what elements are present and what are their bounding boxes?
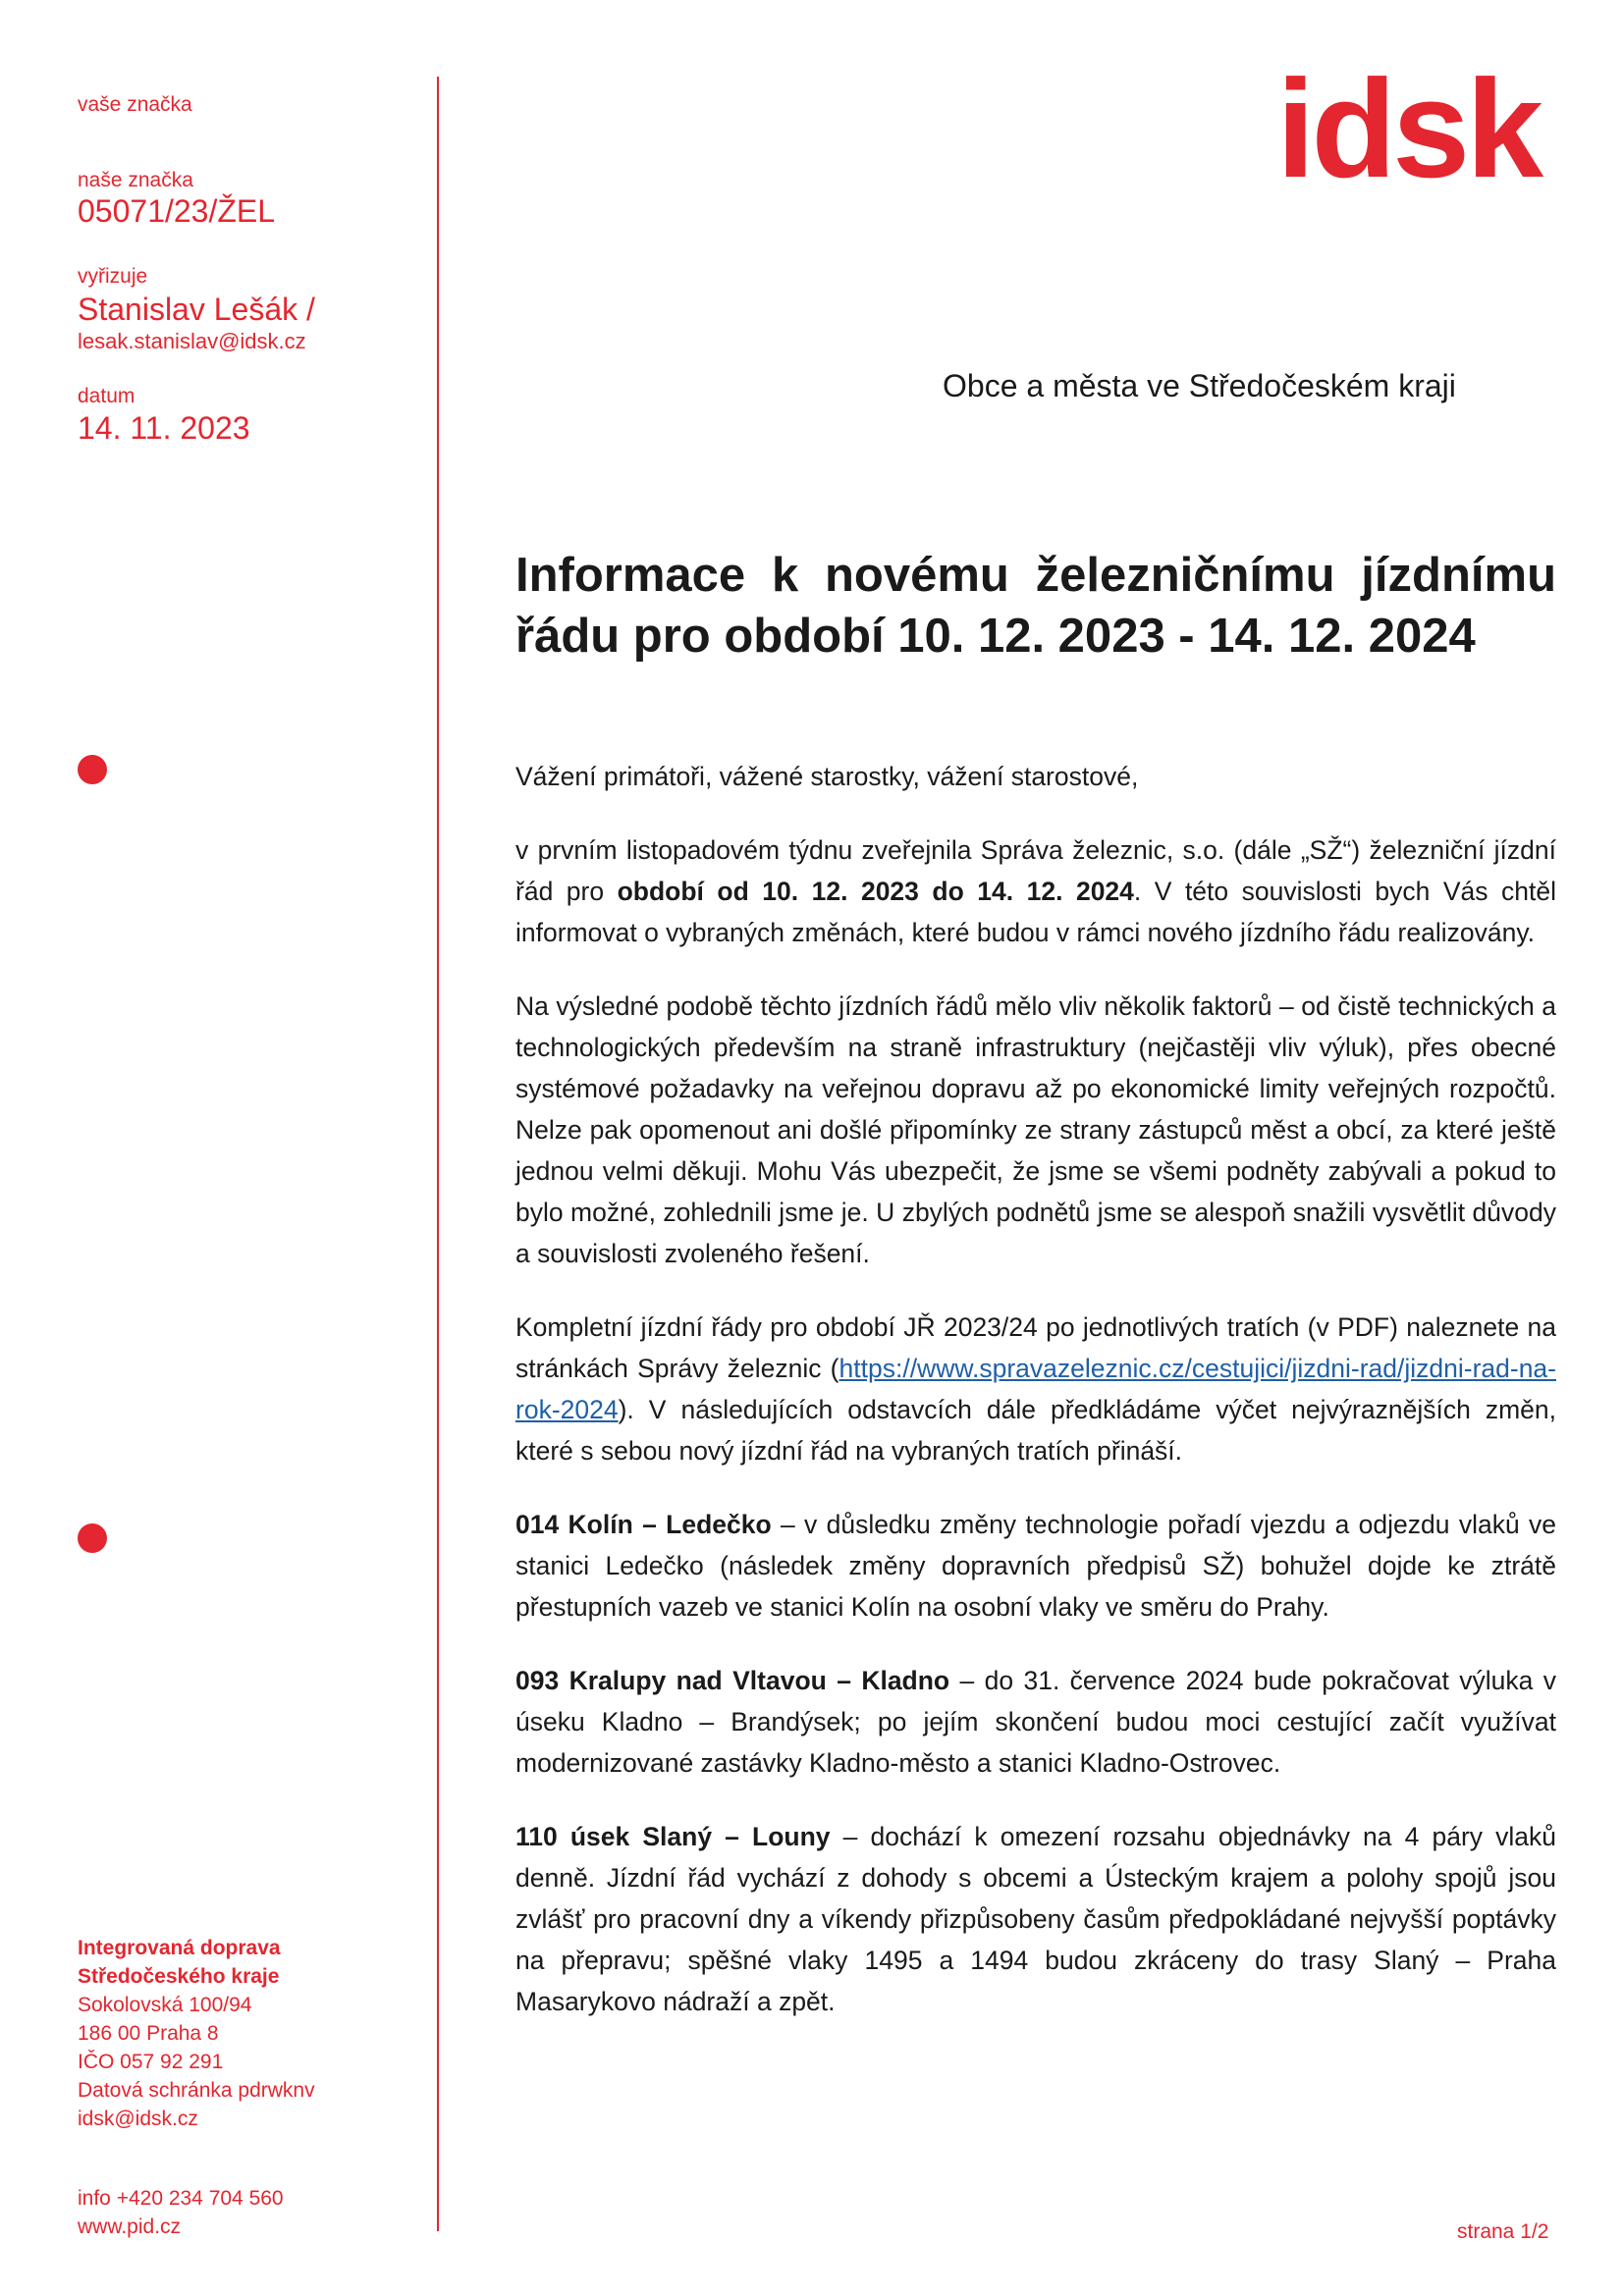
paragraph-intro-period: období od 10. 12. 2023 do 14. 12. 2024 bbox=[617, 877, 1134, 906]
line-093-text: – do 31. července 2024 bude pokračovat výluka v úseku Kladno – Brandýsek; po jejím skončení budou moci cestující začít využívat modernizované zastávky Kladno-město a stanici Kladno-Ostrovec. bbox=[515, 1666, 1556, 1778]
sz-timetable-link[interactable]: https://www.spravazeleznic.cz/cestujici/jizdni-rad/jizdni-rad-na-rok-2024 bbox=[515, 1354, 1556, 1424]
org-email[interactable]: idsk@idsk.cz bbox=[78, 2108, 198, 2130]
line-014-heading: 014 Kolín – Ledečko bbox=[515, 1510, 772, 1539]
idsk-logo bbox=[1276, 61, 1571, 188]
paragraph-line-110 bbox=[515, 1816, 1556, 2022]
paragraph-factors: Na výsledné podobě těchto jízdních řádů mělo vliv několik faktorů – od čistě technických a technologických především na straně infrastruktury (nejčastěji vliv výluk), přes obecné systémové požadavky na veřejnou dopravu až po ekonomické limity veřejných rozpočtů. Nelze pak opomenout ani došlé připomínky ze strany zástupců měst a obcí, za které ještě jednou velmi děkuji. Mohu Vás ubezpečit, že jsme se všemi podněty zabývali a pokud to bylo možné, zohlednili jsme je. U zbylých podnětů jsme se alespoň snažili vysvětlit důvody a souvislosti zvoleného řešení. bbox=[515, 991, 1556, 1268]
org-address-city: 186 00 Praha 8 bbox=[78, 2022, 219, 2045]
paragraph-intro-text-c: . V této souvislosti bych Vás chtěl informovat o vybraných změnách, které budou v rámci nového jízdního řádu realizovány. bbox=[515, 877, 1556, 947]
paragraph-timetables bbox=[515, 1307, 1556, 1471]
date-value: 14. 11. 2023 bbox=[78, 410, 250, 446]
line-110-heading: 110 úsek Slaný – Louny bbox=[515, 1822, 831, 1851]
org-ico: IČO 057 92 291 bbox=[78, 2051, 224, 2073]
org-name-line2: Středočeského kraje bbox=[78, 1965, 280, 1988]
paragraph-line-093 bbox=[515, 1660, 1556, 1784]
org-name-line1: Integrovaná doprava bbox=[78, 1937, 281, 1959]
handled-by-name: Stanislav Lešák / bbox=[78, 292, 315, 327]
line-110-text: – dochází k omezení rozsahu objednávky na 4 páry vlaků denně. Jízdní řád vychází z dohody s obcemi a Ústeckým krajem a polohy spojů jsou zvlášť pro pracovní dny a víkendy přizpůsobeny časům předpokládané nejvyšší poptávky na přepravu; spěšné vlaky 1495 a 1494 budou zkráceny do trasy Slaný – Praha Masarykovo nádraží a zpět. bbox=[515, 1822, 1556, 2016]
paragraph-timetables-text-b: ). V následujících odstavcích dále předkládáme výčet nejvýraznějších změn, které s sebou nový jízdní řád na vybraných tratích přináší. bbox=[515, 1395, 1556, 1466]
svg-text:idsk: idsk bbox=[1276, 61, 1541, 188]
handled-by-email[interactable]: lesak.stanislav@idsk.cz bbox=[78, 329, 306, 353]
handled-by-label: vyřizuje bbox=[78, 265, 148, 288]
letter-body bbox=[515, 756, 1556, 2055]
paragraph-timetables-text-a: Kompletní jízdní řády pro období JŘ 2023/24 po jednotlivých tratích (v PDF) naleznete na stránkách Správy železnic ( bbox=[515, 1312, 1556, 1383]
line-093-heading: 093 Kralupy nad Vltavou – Kladno bbox=[515, 1666, 950, 1695]
contact-phone: info +420 234 704 560 bbox=[78, 2187, 284, 2210]
vertical-divider bbox=[437, 77, 439, 2231]
paragraph-intro-text-a: v prvním listopadovém týdnu zveřejnila Správa železnic, s.o. (dále „SŽ“) železniční jízdní řád pro bbox=[515, 835, 1556, 906]
salutation: Vážení primátoři, vážené starostky, vážení starostové, bbox=[515, 762, 1139, 791]
red-dot-marker-top bbox=[78, 755, 107, 784]
date-label: datum bbox=[78, 385, 135, 407]
red-dot-marker-middle bbox=[78, 1523, 107, 1553]
organization-info bbox=[78, 1934, 315, 2133]
our-reference-value: 05071/23/ŽEL bbox=[78, 193, 276, 229]
letter-title: Informace k novému železničnímu jízdnímu řádu pro období 10. 12. 2023 - 14. 12. 2024 bbox=[515, 549, 1556, 663]
paragraph-line-014 bbox=[515, 1504, 1556, 1628]
contact-info bbox=[78, 2184, 284, 2241]
your-reference-label: vaše značka bbox=[78, 93, 192, 116]
page-number: strana 1/2 bbox=[1457, 2220, 1549, 2243]
our-reference-label: naše značka bbox=[78, 169, 193, 191]
recipient: Obce a města ve Středočeském kraji bbox=[943, 368, 1456, 403]
org-address-street: Sokolovská 100/94 bbox=[78, 1994, 252, 2016]
contact-web[interactable]: www.pid.cz bbox=[78, 2216, 182, 2238]
line-014-text: – v důsledku změny technologie pořadí vjezdu a odjezdu vlaků ve stanici Ledečko (následek změny dopravních předpisů SŽ) bohužel dojde ke ztrátě přestupních vazeb ve stanici Kolín na osobní vlaky ve směru do Prahy. bbox=[515, 1510, 1556, 1622]
org-databox: Datová schránka pdrwknv bbox=[78, 2079, 315, 2102]
paragraph-intro bbox=[515, 829, 1556, 953]
